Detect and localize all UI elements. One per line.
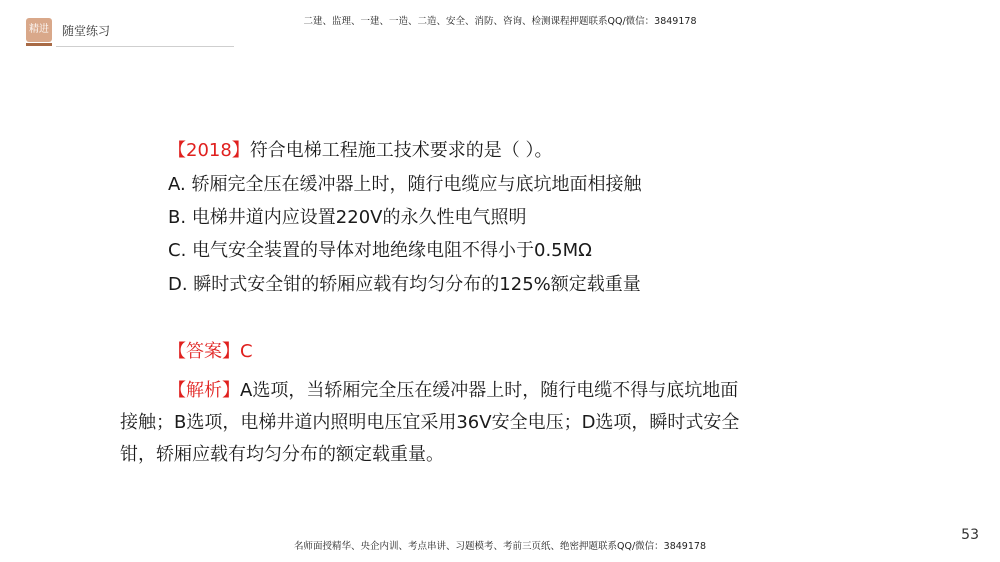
option-d: D. 瞬时式安全钳的轿厢应载有均匀分布的125%额定载重量 xyxy=(168,274,641,295)
section-title: 随堂练习 xyxy=(62,24,111,38)
question-stem xyxy=(168,140,553,162)
section-badge: 精进 xyxy=(26,18,52,42)
stem-text: 符合电梯工程施工技术要求的是（ ）。 xyxy=(249,140,553,161)
badge-underline xyxy=(26,43,52,46)
top-banner: 二建、监理、一建、一造、二造、安全、消防、咨询、检测课程押题联系QQ/微信：3849178 xyxy=(303,16,697,27)
analysis-text-1: A选项，当轿厢完全压在缓冲器上时，随行电缆不得与底坑地面 xyxy=(240,380,739,401)
analysis-line-3: 钳，轿厢应载有均匀分布的额定载重量。 xyxy=(120,444,444,465)
analysis-line-1 xyxy=(120,375,810,407)
header-divider xyxy=(56,46,234,47)
analysis-label: 【解析】 xyxy=(168,380,240,401)
page-number: 53 xyxy=(961,527,979,543)
analysis-line-2: 接触；B选项，电梯井道内照明电压宜采用36V安全电压；D选项，瞬时式安全 xyxy=(120,412,740,433)
bottom-banner: 名师面授精华、央企内训、考点串讲、习题模考、考前三页纸、绝密押题联系QQ/微信：3849178 xyxy=(294,541,706,552)
option-c: C. 电气安全装置的导体对地绝缘电阻不得小于0.5MΩ xyxy=(168,240,592,261)
option-b: B. 电梯井道内应设置220V的永久性电气照明 xyxy=(168,207,527,228)
option-a: A. 轿厢完全压在缓冲器上时，随行电缆应与底坑地面相接触 xyxy=(168,174,642,195)
analysis-block xyxy=(120,375,810,471)
year-tag: 【2018】 xyxy=(168,140,250,161)
answer-label: 【答案】C xyxy=(168,341,253,362)
